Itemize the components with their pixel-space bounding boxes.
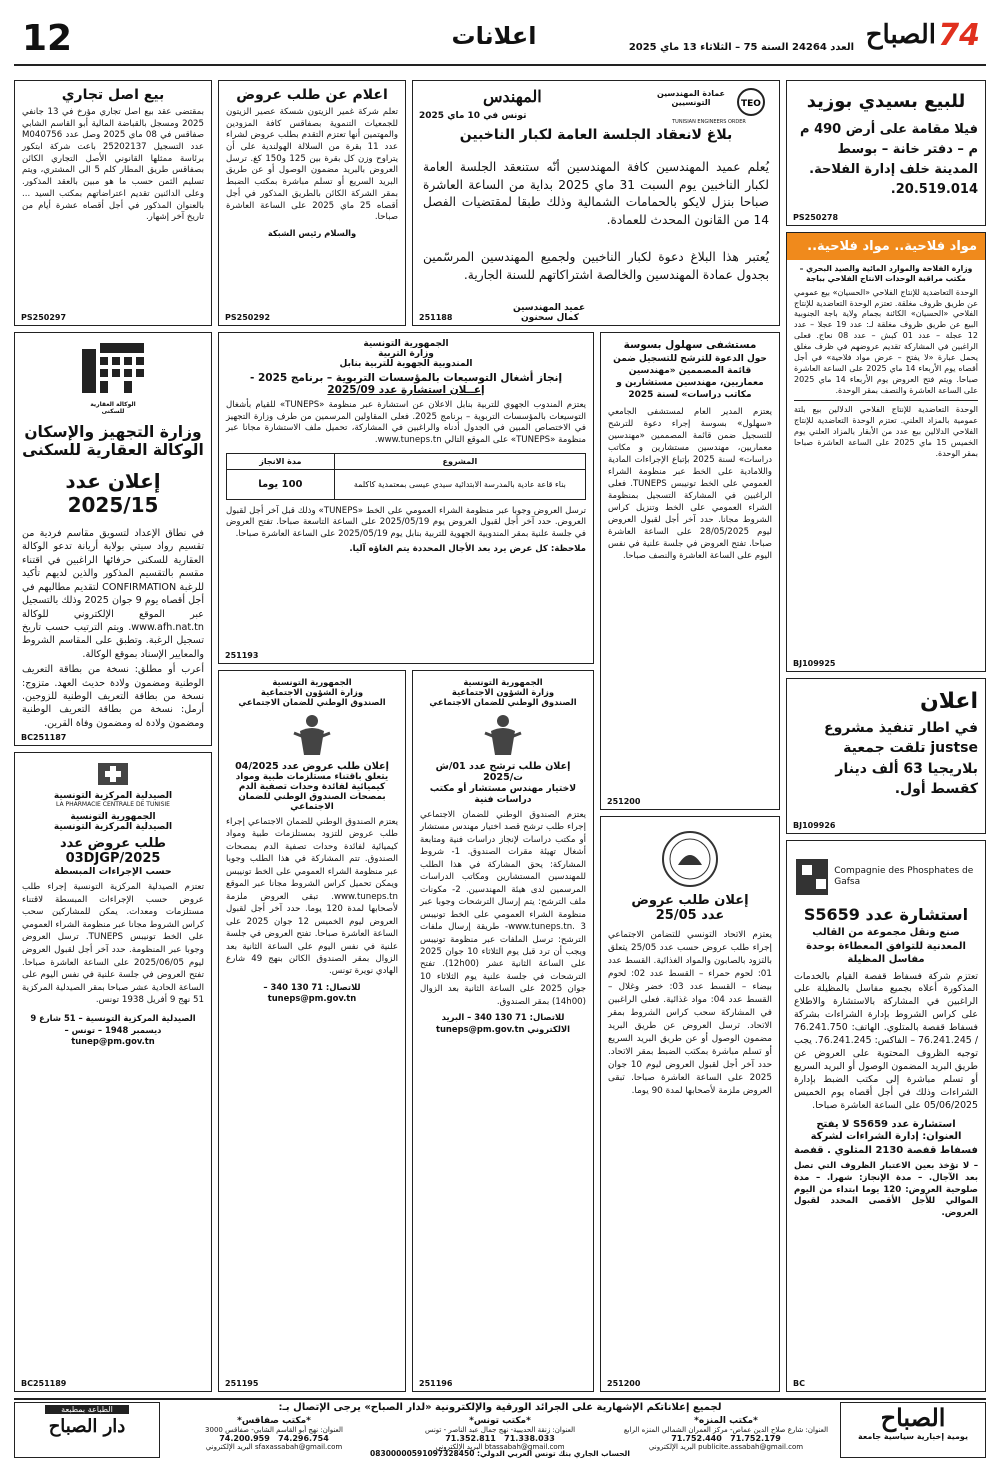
ad-pharma: [14, 752, 212, 1392]
social1-l3: الصندوق الوطني للضمان الاجتماعي: [429, 697, 577, 707]
footer-offices: [164, 1416, 836, 1451]
ad-subtitle: عدد 25/05: [655, 908, 725, 923]
ad-ref: 251200: [607, 797, 641, 806]
ad-ref: PS250292: [225, 313, 271, 322]
phosphate-notes: – لا تؤخذ بعين الاعتبار الظروف التي تصل بعد الآجال. – مدة الإنجاز: شهرا. – مدة صلوحية العروض: 120 يوما ابتداء من اليوم الموالي للأجل الأقصى المحدد لقبول العروض.: [794, 1161, 978, 1218]
ad-education: [218, 332, 594, 664]
ad-justse: [786, 678, 986, 834]
ad-subtitle: حسب الإجراءات المبسطة: [54, 866, 172, 877]
email-label: البريد الإلكتروني: [435, 1443, 483, 1451]
ad-title: اعلام عن طلب عروض: [236, 87, 388, 103]
ad-body: يعتزم الاتحاد التونسي للتضامن الاجتماعي إجراء طلب عروض حسب عدد 25/05 يتعلق بالتزود بالصابون والمواد الغذائية. القسط عدد 01: لحوم حمراء – القسط عدد 02: لحوم بيضاء – القسط عدد 03: خضر وغلال – القسط عدد 04: مواد غذائية. فعلى الراغبين في المشاركة سحب كراس الشروط بمقر الاتحاد. ترسل العروض عن طريق البريد مضمون الوصول أو عن طريق البريد السريع أو تسلم مباشرة بمكتب الضبط بمقر الاتحاد. حدد آخر أجل لقبول العروض ليوم 10 جوان 2025 على الساعة العاشرة صباحا. تبقى العروض ملزمة لأصحابها لمدة 90 يوما.: [608, 930, 773, 1097]
edu-l1: الجمهورية التونسية: [363, 339, 449, 349]
masthead: [14, 14, 986, 66]
ad-subtitle: يتعلق باقتناء مستلزمات طبية ومواد كيميائية لفائدة وحدات تصفية الدم بمصحات الصندوق الوطني للضمان الاجتماعي: [235, 772, 389, 812]
agri-body: الوحدة التعاضدية للإنتاج الفلاحي «الحسيان» بيع عمومي عن طريق ظروف مغلقة. تعتزم الوحدة التعاضدية للإنتاج الفلاحي «الحسيان» الكائنة بجمام ولاية باجة الجنوبية البيع عن طريق ظروف مغلقة لـ: عدد 19 عجلا – عدد 12 عجلة – عدد 01 كبش – عدد 08 نعاج. فعلى الراغبين في المشاركة تقديم عروضهم في ظرف مغلق يحمل عبارة «لا يفتح – عرض مواد فلاحية» في أجل أقصاه يوم الأربعاء 14 ماي 2025 على الساعة العاشرة صباحا. ويتم فتح العروض يوم الأربعاء 14 ماي 2025 على الساعة العاشرة والنصف بمقر الوحدة.: [794, 287, 979, 395]
footer-brand-block: [840, 1402, 986, 1458]
ad-social-tender: [218, 670, 406, 1392]
phosphate-logo-icon: [794, 857, 828, 897]
ad-body: فيلا مقامة على أرض 490 م م – دفتر خانة – بوسط المدينة خلف إدارة الفلاحة. 20.519.014.: [800, 122, 978, 198]
ad-phosphate: [786, 840, 986, 1392]
ad-title: وزارة التجهيز والإسكان: [24, 423, 202, 441]
ad-ref: BJ109925: [793, 659, 836, 668]
ad-ref: 251200: [607, 1379, 641, 1388]
office-email-value: publicite.assabah@gmail.com: [698, 1443, 804, 1451]
office-phones: [390, 1434, 610, 1443]
office: [164, 1416, 384, 1451]
edu-l2: وزارة التربية: [378, 349, 434, 359]
heritage-logo-icon: [660, 829, 720, 889]
social-logo-icon: [292, 711, 332, 757]
table-cell: 100 يوما: [227, 469, 335, 499]
engineers-sign-title: عميد المهندسين: [513, 303, 586, 313]
brand-name: الصباح: [865, 20, 936, 50]
office-tel: 71.752.179: [730, 1434, 781, 1443]
housing-logo-caption: الوكالة العقارية للسكنى: [90, 401, 136, 415]
footer-headline: لجميع إعلاناتكم الإشهارية على الجرائد الورقية والإلكترونية «لدار الصباح» يرجى الإتصال بـ:: [278, 1402, 722, 1413]
table-header: مدة الانجاز: [227, 453, 335, 469]
ad-closing: والسلام رئيس الشبكة: [267, 227, 357, 238]
ad-body2: أعرب أو مطلق: نسخة من بطاقة التعريف الوطنية ومضمون ولادة حديث العهد. متزوج: نسخة من بطاقة التعريف الوطنية للزوجين. أرمل: نسخة من بطاقة التعريف الوطنية ومضمون ولادة له ومضمون وفاة القرين.: [22, 664, 204, 729]
footer-bank: الحساب الجاري بنك تونس العربي الدولي: 08300000591097328450: [370, 1449, 630, 1458]
ad-headline: إعلان عدد 2025/15: [65, 469, 161, 517]
phosphate-address: العنوان: إدارة الشراءات لشركة فسفاط قفصة 2130 المتلوي . قفصة: [794, 1131, 978, 1156]
phosphate-address-title: استشارة عدد S5659 لا يفتح: [816, 1119, 956, 1131]
housing-logo: [78, 341, 148, 415]
ad-contact: الصيدلية المركزية التونسية – 51 شارع 9 ديسمبر 1948 – تونس – tunep@pm.gov.tn: [30, 1013, 196, 1046]
footer: [14, 1398, 986, 1458]
pharma-l2: الصيدلية المركزية التونسية: [53, 822, 173, 832]
social1-l2: وزارة الشؤون الاجتماعية: [451, 687, 555, 697]
ad-subtitle: لاختيار مهندس مستشار أو مكتب دراسات فنية: [429, 783, 577, 805]
phosphate-logo: [794, 857, 978, 897]
ad-body: يعتزم الصندوق الوطني للضمان الاجتماعي إجراء طلب عروض للتزود بمستلزمات طبية ومواد كيميائية لفائدة وحدات تصفية الدم بمصحات الصندوق. تتم المشاركة في هذا الطلب وجوبا عبر منظومة الشراء العمومي على الخط تونيبس ويمكن تحميل كراس الشروط مجانا عبر الموقع www.tuneps.tn. تبقى العروض ملزمة لأصحابها لمدة 120 يوما. حدد آخر أجل لقبول العروض ليوم الخميس 12 جوان 2025 على الساعة العاشرة صباحا. تفتح العروض في جلسة علنية في نفس اليوم على الساعة الثانية بعد الزوال بمقر الصندوق الكائن بنهج 49 شارع الهادي نويرة تونس.: [226, 817, 398, 977]
agri-header: مواد فلاحية.. مواد فلاحية..: [787, 233, 985, 260]
ad-body: يعتزم الصندوق الوطني للضمان الاجتماعي إجراء طلب ترشح قصد اختيار مهندس مستشار أو مكتب دراسات لإنجاز دراسات فنية ومتابعة أشغال تهيئة مقرات الصندوق. 1- شروط المشاركة: يحق المشاركة في هذا الطلب للمهندسين المستشارين ومكاتب الدراسات المرسمين لدى هيئة المهندسين. 2- مكونات ملف الترشح: يتم إرسال الترشحات وجوبا عبر منظومة الشراء العمومي على الخط تونيبس www.tuneps.tn. 3- طريقة إرسال ملفات الترشح: ترسل الملفات عبر منظومة تونيبس ويجب أن ترد قبل يوم الثلاثاء 10 جوان 2025 على الساعة الثانية عشر (12h00). تفتح الترشحات في جلسة علنية يوم الثلاثاء 10 جوان 2025 على الساعة الثانية بعد الزوال (14h00) بمقر الصندوق.: [420, 810, 587, 1007]
footer-print-brand: دار الصباح: [48, 1416, 126, 1437]
ad-ref: BC251187: [21, 733, 67, 742]
edu-l3: المندوبية الجهوية للتربية بنابل: [339, 359, 473, 369]
ad-title: إنجاز أشغال التوسيعات بالمؤسسات التربوية – برنامج 2025 -: [249, 372, 563, 384]
ad-ref: 251196: [419, 1379, 453, 1388]
office-name: *مكتب صفاقس*: [237, 1416, 311, 1426]
office-addr: العنوان: زنقة الحديبية- نهج جمال عبد الناصر - تونس: [424, 1426, 576, 1434]
office-tel: 74.200.959: [219, 1434, 270, 1443]
ad-subtitle: الوكالة العقارية للسكنى: [22, 441, 204, 459]
engineers-sign-name: كمال سحنون: [521, 313, 579, 323]
pharma-logo: [22, 761, 204, 808]
office-email-value: sfaxassabah@gmail.com: [255, 1443, 343, 1451]
office-name: *مكتب المنزه*: [694, 1416, 758, 1426]
housing-logo-icon: [78, 341, 148, 397]
ad-ref: BC251189: [21, 1379, 67, 1388]
office-tel: 71.352.811: [445, 1434, 496, 1443]
social-logo-icon: [483, 711, 523, 757]
ad-social-candidates: [412, 670, 594, 1392]
table-header: المشروع: [334, 453, 585, 469]
ad-body: في اطار تنفيذ مشروع justse تلقت جمعية بلاريجيا 63 ألف دينار كقسط أول.: [824, 720, 978, 797]
office-email-value: btassabah@gmail.com: [484, 1443, 565, 1451]
social2-l3: الصندوق الوطني للضمان الاجتماعي: [238, 697, 386, 707]
ad-body: في نطاق الإعداد لتسويق مقاسم فردية من تقسيم رواد سيتي بولاية أريانة تدعو الوكالة العقارية للسكنى حرفائها الراغبين في اقتناء مقسم بالتقسيم المذكور والذين لديهم تأكيد للرغبة CONFIRMATION لتقديم مطالبهم في أجل أقصاه يوم 9 جوان 2025 وذلك بالتسجيل عبر الموقع الإلكتروني للوكالة www.afh.nat.tn. ويتم الترتيب حسب تاريخ تسجيل الرغبة. وتطبق على المقاسم الشروط والمعايير الإسناد بموقع الوكالة.: [22, 528, 204, 660]
ad-subtitle: حول الدعوة للترشح للتسجيل ضمن قائمة المصممين «مهندسين معماريين، مهندسين مستشارين و مكاتب دراسات» لسنة 2025: [613, 354, 767, 401]
ad-ref: PS250278: [793, 213, 839, 222]
ad-ref: BJ109926: [793, 821, 836, 830]
ad-body: يعتزم المدير العام لمستشفى الجامعي «سهلول» بسوسة إجراء دعوة للترشح للتسجيل ضمن قائمة المصممين «مهندسين معماريين، مهندسين مستشارين و مكاتب دراسات» لسنة 2025 بإتباع الإجراءات المادية واللامادية على الخط عبر منظومة الشراء العمومي على الخط تونيبس TUNEPS. فعلى الراغبين في المشاركة التسجيل بمنظومة الشراء العمومي على الخط وتنزيل كراس الشروط مجانا. حدد آخر أجل لقبول العروض ليوم 28/05/2025 على الساعة العاشرة صباحا. تفتح العروض في جلسة علنية في نفس اليوم على الساعة العاشرة والنصف صباحا.: [608, 406, 772, 562]
email-label: البريد الإلكتروني: [205, 1443, 253, 1451]
ad-health: [600, 332, 780, 810]
ad-commercial: [14, 80, 212, 326]
ad-title: بيع اصل تجاري: [61, 87, 165, 103]
engineers-org: عمادة المهندسين التونسيين: [656, 89, 726, 107]
table-row: [227, 469, 586, 499]
social2-l2: وزارة الشؤون الاجتماعية: [260, 687, 364, 697]
ad-housing: [14, 332, 212, 746]
ad-ref: PS250297: [21, 313, 67, 322]
section-title: اعلانات: [451, 22, 537, 50]
ad-body2: ترسل العروض وجوبا عبر منظومة الشراء العمومي على الخط «TUNEPS» وذلك قبل آخر أجل لقبول العروض. حدد آخر أجل لقبول العروض يوم 2025/05/19 على الساعة التاسعة صباحا. تفتح العروض في جلسة علنية بمقر المندوبية الجهوية للتربية بنابل يوم 2025/05/19 على الساعة العاشرة صباحا.: [226, 505, 587, 540]
engineers-p2: يُعتبر هذا البلاغ دعوة لكبار الناخبين ولجميع المهندسين المرسّمين بجدول عمادة المهندسين والخالصة اشتراكاتهم للسنة الجارية.: [423, 250, 769, 282]
ad-body: بمقتضى عقد بيع اصل تجاري مؤرخ في 13 جانفي 2025 ومسجل بالقباضة المالية أبو القاسم الشابي صفاقس في 08 ماي 2025 وصل عدد M040756 عدد التسجيل 25202137 باعت شركة ابتكور برئاسة ممثلها القانوني الأصل التجاري الكائن بصفاقس طريق المطار كلم 5 الى المشتري، ويتم تسليم الثمن حسب ما هو مبين بالعقد المذكور. وعلى الدائنين تقديم اعتراضاتهم بمكتب السيد ... بالعنوان المذكور في أجل أقصاه عشرة أيام من تاريخ آخر إشهار.: [22, 107, 204, 223]
ad-ref: 251195: [225, 1379, 259, 1388]
office-addr: العنوان: شارع صلاح الدين عماص- مركز العمران الشمالي المنزه الرابع: [623, 1426, 829, 1434]
pharma-logo-ar: الصيدلية المركزية التونسية: [53, 791, 173, 801]
office-tel: 71.338.033: [504, 1434, 555, 1443]
office: [390, 1416, 610, 1451]
ad-ref: 251188: [419, 313, 453, 322]
masthead-logo: [840, 18, 980, 60]
ad-title: إعلان طلب عروض عدد 04/2025: [235, 761, 389, 772]
office-name: *مكتب تونس*: [469, 1416, 531, 1426]
page-number: 12: [22, 18, 73, 59]
email-label: البريد الإلكتروني: [648, 1443, 696, 1451]
ad-title: إعلان طلب ترشح عدد 01/ش ت/2025: [435, 761, 571, 783]
ad-body: تعتزم شركة فسفاط قفصة القيام بالخدمات المذكورة أعلاه بجميع مفاسل بالمظيلة على الراغبين في المشاركة بالاستشارة والاطلاع على كراس الشروط بإدارة الشراءات بشركة فسفاط قفصة بالمتلوي. الهاتف: 76.241.750 / 76.241.245 – الفاكس: 76.241.245. يجب توجيه الظروف المحتوية على العروض عن طريق البريد المضمون الوصول أو البريد السريع أو تسلم مباشرة إلى مكتب الضبط بإدارة الشراءات وذلك في أجل أقصاه يوم الخميس 05/06/2025 على الساعة العاشرة صباحا.: [794, 970, 978, 1112]
footer-brand: الصباح: [880, 1403, 946, 1432]
ad-subtitle: إعــلان استشارة عدد 2025/09: [327, 384, 485, 396]
ad-body: يعتزم المندوب الجهوي للتربية بنابل الاعلان عن استشارة عبر منظومة «TUNEPS» للقيام بأشغال التوسيعات بالمؤسسات التربوية – برنامج 2025. فعلى المقاولين المرسمين من طرف وزارة التجهيز في الاختصاص المبين في الجدول أدناه والراغبين في المشاركة، تحميل ملف الاستشارة مجانا عبر منظومة «TUNEPS» على الموقع التالي www.tuneps.tn.: [226, 400, 586, 446]
engineers-org-en: TUNISIAN ENGINEERS ORDER: [672, 119, 746, 125]
phosphate-company: Compagnie des Phosphates de Gafsa: [834, 865, 974, 887]
edu-table: [226, 453, 586, 500]
ad-subtitle: صنع ونقل مجموعة من القالب المعدنية للتوافق المعطاءة بوحدة مفاسل المظيلة: [806, 927, 966, 965]
ad-agri: [786, 232, 986, 672]
footer-tagline: يومية إخبارية سياسية جامعة: [858, 1432, 968, 1441]
office-addr: العنوان: نهج أبو القاسم الشابي- صفاقس 3000: [205, 1426, 343, 1434]
brand-badge: 74: [938, 18, 980, 53]
issue-line: العدد 24264 السنة 75 – الثلاثاء 13 ماي 2025: [628, 42, 854, 53]
engineers-brand: المهندس: [483, 87, 542, 106]
office: [616, 1416, 836, 1451]
ad-title: للبيع بسيدي بوزيد: [806, 91, 966, 112]
office-phones: [164, 1434, 384, 1443]
office-tel: 74.296.754: [278, 1434, 329, 1443]
engineers-title: بلاغ لانعقاد الجلسة العامة لكبار الناخبين: [459, 127, 733, 143]
engineers-date: تونس في 10 ماي 2025: [419, 111, 527, 121]
table-cell: بناء قاعة عادية بالمدرسة الابتدائية سيدي عيسى بمعتمدية كاكلمة: [334, 469, 585, 499]
office-tel: 71.752.440: [671, 1434, 722, 1443]
ad-title: استشارة عدد S5659: [803, 905, 969, 924]
social1-l1: الجمهورية التونسية: [463, 677, 543, 687]
engineers-p1: يُعلم عميد المهندسين كافة المهندسين أنّه ستنعقد الجلسة العامة لكبار الناخبين يوم السبت 31 ماي 2025 بداية من الساعة العاشرة صباحا بنزل لايكو بالحمامات الشمالية وذلك طبقا لمقتضيات الفصل 14 من القانون المحدث للعمادة.: [423, 160, 769, 228]
ad-note: ملاحظة: كل عرض يرد بعد الأجال المحددة يتم الغاؤه آليا.: [349, 543, 586, 554]
office-phones: [616, 1434, 836, 1443]
ad-body: تعتزم الصيدلية المركزية التونسية إجراء طلب عروض حسب الإجراءات المبسطة لاقتناء مستلزمات ومعدات. يمكن للمشاركين سحب كراس الشروط مجانا عبر منظومة الشراء العمومي على الخط تونيبس TUNEPS. ترسل العروض وجوبا عبر المنظومة. حدد آخر أجل لقبول العروض ليوم 2025/06/05 على الساعة العاشرة صباحا. تفتح العروض في جلسة علنية في نفس اليوم على الساعة الحادية عشر صباحا بمقر الصيدلية المركزية 51 نهج 9 أفريل 1938 تونس.: [22, 882, 204, 1006]
ad-ref: 251193: [225, 651, 259, 660]
ad-contact: للاتصال: 71 130 340 – tuneps@pm.gov.tn: [263, 981, 361, 1004]
ad-heritage: [600, 816, 780, 1392]
pharma-l1: الجمهورية التونسية: [70, 812, 156, 822]
engineers-logo: [649, 87, 769, 127]
ad-tender-cows: [218, 80, 406, 326]
svg-text:TEO: TEO: [741, 99, 761, 109]
ad-contact: للاتصال: 71 130 340 – البريد الالكتروني tuneps@pm.gov.tn: [435, 1012, 571, 1034]
footer-print-badge: الطباعة بمطبعة: [45, 1405, 129, 1414]
ad-title: اعلان: [919, 689, 978, 714]
ad-ref: BC: [793, 1379, 805, 1388]
ad-sale-bousid: [786, 80, 986, 226]
social2-l1: الجمهورية التونسية: [272, 677, 352, 687]
ted-logo-icon: [733, 87, 769, 117]
ad-body: تعلم شركة غمير الزيتون شسكة عصير الزيتون للجمعيات التنموية بصفاقس كافة المزودين والمهتمين أنها تعتزم التقدم بطلب عروض لشراء عدد 11 بقرة من السلالة الهولندية على أن يتراوح وزن كل بقرة بين 125 و150 كغ. ترسل العروض بالبريد مضمون الوصول أو عن طريق البريد السريع أو تسلم مباشرة بمكتب الضبط بمقر الشركة الكائن بالطريق المذكور في أجل أقصاه 25 ماي 2025 على الساعة العاشرة صباحا.: [226, 107, 398, 223]
pharma-logo-icon: [38, 761, 188, 787]
agri-body2: الوحدة التعاضدية للإنتاج الفلاحي الدلالين بيع بلتة عمومية بالمزاد العلني. تعتزم الوحدة التعاضدية للإنتاج الفلاحي الدلالين بيع عدد من الأبقار بالمزاد العلني يوم الخميس 15 ماي 2025 على الساعة العاشرة صباحا بمقر الوحدة.: [794, 405, 978, 458]
ad-title: مستشفى سهلول بسوسة: [623, 339, 757, 351]
ad-title: إعلان طلب عروض: [631, 893, 749, 908]
ad-title: طلب عروض عدد 03DJGP/2025: [60, 836, 166, 866]
ad-engineers: [412, 80, 780, 326]
footer-print-block: [14, 1402, 160, 1458]
pharma-logo-fr: LA PHARMACIE CENTRALE DE TUNISIE: [56, 801, 170, 808]
agri-sub: وزارة الفلاحة والموارد المائية والصيد البحري – مكتب مراقبة الوحدات الانتاج الفلاحي بباجة: [799, 264, 973, 284]
